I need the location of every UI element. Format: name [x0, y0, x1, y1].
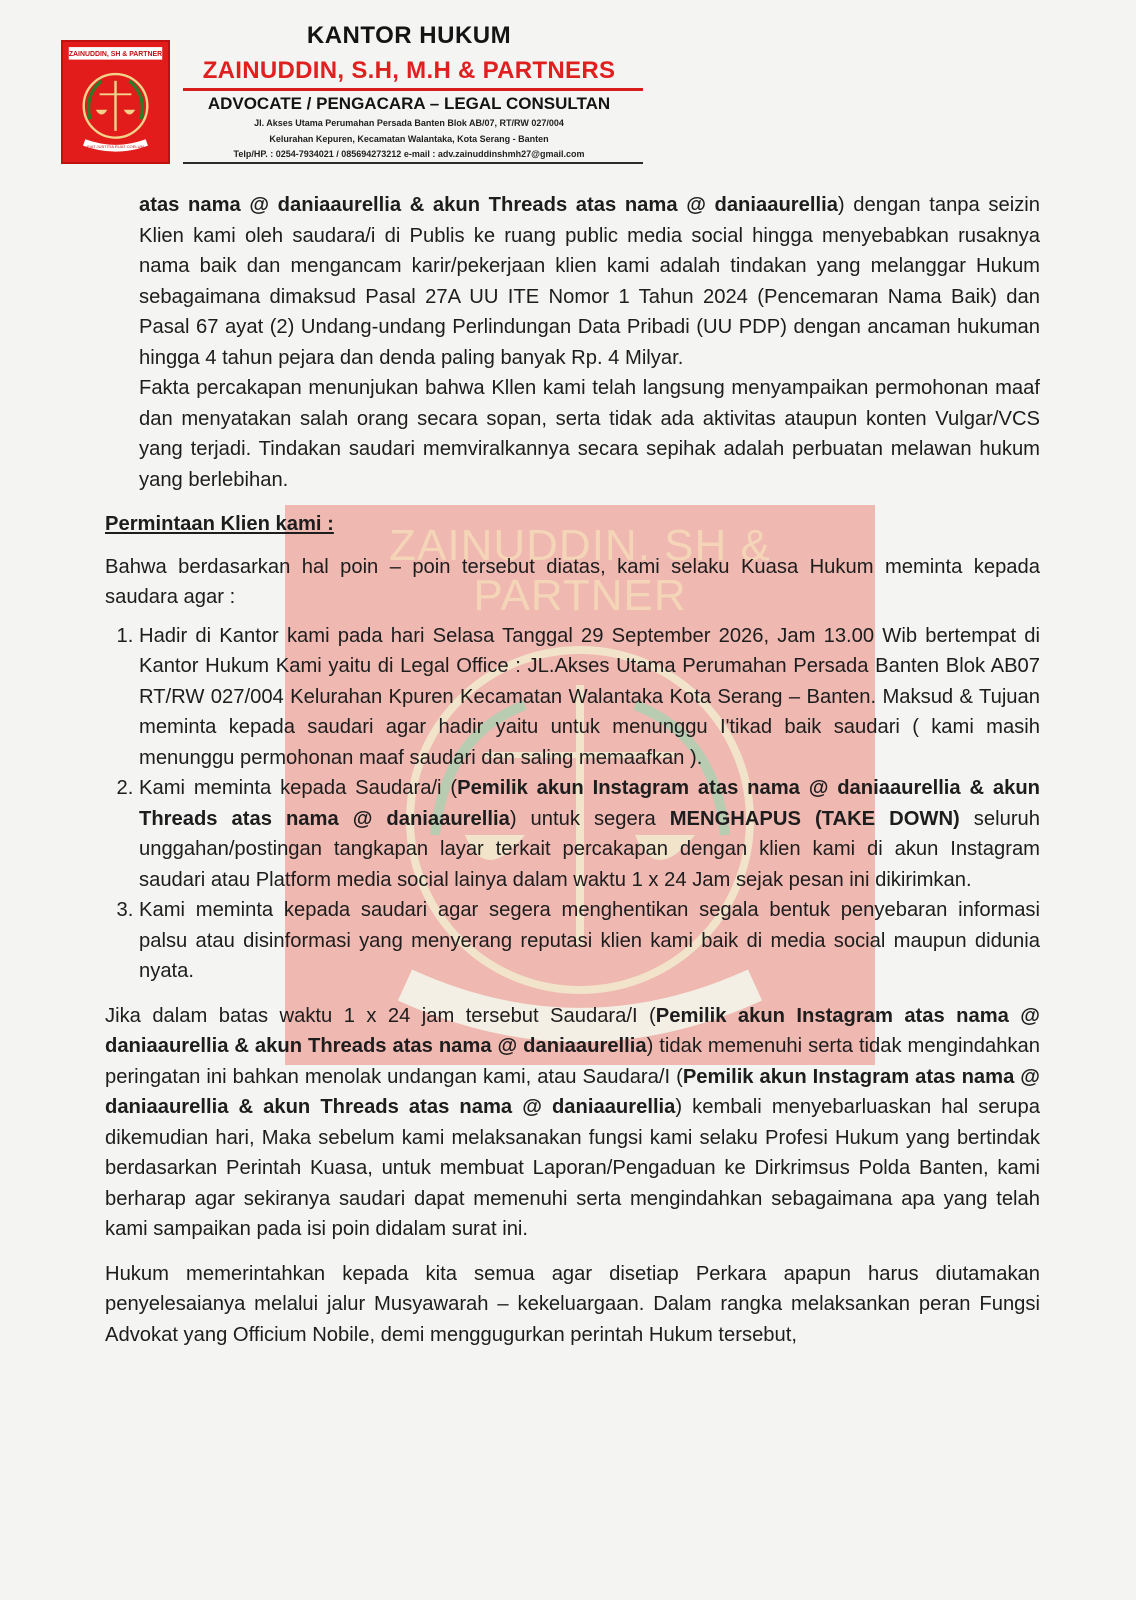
firm-name: ZAINUDDIN, S.H, M.H & PARTNERS: [202, 57, 616, 84]
section-heading: [105, 509, 1040, 540]
header-divider-red: [183, 88, 643, 91]
warning-accounts-1: Pemilik akun Instagram atas nama @ daniaaurellia & akun Threads atas nama @ daniaaurellia: [105, 1004, 1040, 1057]
account-names: atas nama @ daniaaurellia & akun Threads atas nama @ daniaaurellia: [139, 194, 838, 216]
request-item-2: [139, 773, 1040, 895]
address-line-2: Kelurahan Kepuren, Kecamatan Walantaka, Kota Serang - Banten: [269, 134, 549, 144]
section-heading-text: Permintaan Klien kami :: [105, 513, 334, 535]
paragraph-legal-basis-text: ) dengan tanpa seizin Klien kami oleh saudara/i di Publis ke ruang public media social hingga menyebabkan rusaknya nama baik dan mengancam karir/pekerjaan klien kami adalah tindakan yang melanggar Hukum sebagaimana dimaksud Pasal 27A UU ITE Nomor 1 Tahun 2024 (Pencemaran Nama Baik) dan Pasal 67 ayat (2) Undang-undang Perlindungan Data Pribadi (UU PDP) dengan ancaman hukuman hingga 4 tahun pejara dan denda paling banyak Rp. 4 Milyar.: [139, 194, 1040, 369]
warning-part-c: ) tidak memenuhi serta tidak mengindahkan peringatan ini bahkan menolak undangan kami, atau Saudara/I (: [105, 1035, 1040, 1088]
requests-list: [105, 621, 1040, 987]
paragraph-legal-basis: [105, 190, 1040, 373]
request-2-accounts: Pemilik akun Instagram atas nama @ daniaaurellia & akun Threads atas nama @ daniaaurellia: [139, 777, 1040, 830]
warning-part-a: Jika dalam batas waktu 1 x 24 jam tersebut Saudara/I (: [105, 1004, 656, 1027]
firm-subtitle: ADVOCATE / PENGACARA – LEGAL CONSULTAN: [207, 94, 611, 113]
watermark-text: ZAINUDDIN. SH & PARTNER: [389, 521, 771, 620]
request-2-part-e: seluruh unggahan/postingan tangkapan layar terkait percakapan dengan klien kami di akun Instagram saudari atau Platform media social lainya dalam waktu 1 x 24 Jam sejak pesan ini dikirimkan.: [139, 807, 1041, 891]
request-2-part-c: ) untuk segera: [509, 807, 670, 830]
office-title: KANTOR HUKUM: [306, 22, 512, 49]
contact-line: Telp/HP. : 0254-7934021 / 085694273212 e-mail : adv.zainuddinshmh27@gmail.com: [233, 149, 585, 159]
header-divider-dark: [183, 162, 643, 164]
letter-body: [105, 190, 1040, 1350]
firm-logo: [61, 40, 170, 164]
warning-accounts-2: Pemilik akun Instagram atas nama @ daniaaurellia & akun Threads atas nama @ daniaaurellia: [105, 1065, 1040, 1118]
requests-intro: Bahwa berdasarkan hal poin – poin tersebut diatas, kami selaku Kuasa Hukum meminta kepada saudara agar :: [105, 555, 1040, 608]
paragraph-warning: [105, 1001, 1040, 1245]
logo-text-top: ZAINUDDIN, SH & PARTNER: [68, 51, 163, 59]
request-2-takedown: MENGHAPUS (TAKE DOWN): [669, 807, 960, 830]
paragraph-facts: Fakta percakapan menunjukan bahwa Kllen kami telah langsung menyampaikan permohonan maaf dan menyatakan salah orang secara sopan, serta tidak ada aktivitas ataupun konten Vulgar/VCS yang terjadi. Tindakan saudari memviralkannya secara sepihak adalah perbuatan melawan hukum yang berlebihan.: [139, 377, 1040, 491]
request-item-1: 1. Hadir di Kantor kami pada hari Selasa Tanggal 29 September 2026, Jam 13.00 Wib bertempat di Kantor Hukum Kami yaitu di Legal Office : JL.Akses Utama Perumahan Persada Banten Blok AB07 RT/RW 027/004 Kelurahan Kpuren Kecamatan Walantaka Kota Serang – Banten. Maksud & Tujuan meminta kepada saudari agar hadir yaitu untuk menunggu I'tikad baik saudari ( kami masih menunggu permohonan maaf saudari dan saling memaafkan ).: [139, 621, 1040, 774]
warning-part-e: ) kembali menyebarluaskan hal serupa dikemudian hari, Maka sebelum kami melaksanakan fungsi kami selaku Profesi Hukum yang bertindak berdasarkan Perintah Kuasa, untuk membuat Laporan/Pengaduan ke Dirkrimsus Polda Banten, kami berharap agar sekiranya saudari dapat memenuhi serta mengindahkan sebagaimana apa yang telah kami sampaikan pada isi poin didalam surat ini.: [105, 1096, 1040, 1240]
address-line-1: Jl. Akses Utama Perumahan Persada Banten Blok AB/07, RT/RW 027/004: [254, 118, 564, 128]
request-item-3: 3. Kami meminta kepada saudari agar segera menghentikan segala bentuk penyebaran informasi palsu atau disinformasi yang menyerang reputasi klien kami baik di media social maupun didunia nyata.: [139, 895, 1040, 987]
request-2-part-a: Kami meminta kepada Saudara/i (: [139, 777, 458, 799]
paragraph-mediation: Hukum memerintahkan kepada kita semua agar disetiap Perkara apapun harus diutamakan penyelesaianya melalui jalur Musyawarah – kekeluargaan. Dalam rangka melaksankan peran Fungsi Advokat yang Officium Nobile, demi menggugurkan perintah Hukum tersebut,: [105, 1262, 1040, 1346]
logo-text-bottom: FIAT JUSTITIA RUAT COELUM: [87, 144, 144, 150]
